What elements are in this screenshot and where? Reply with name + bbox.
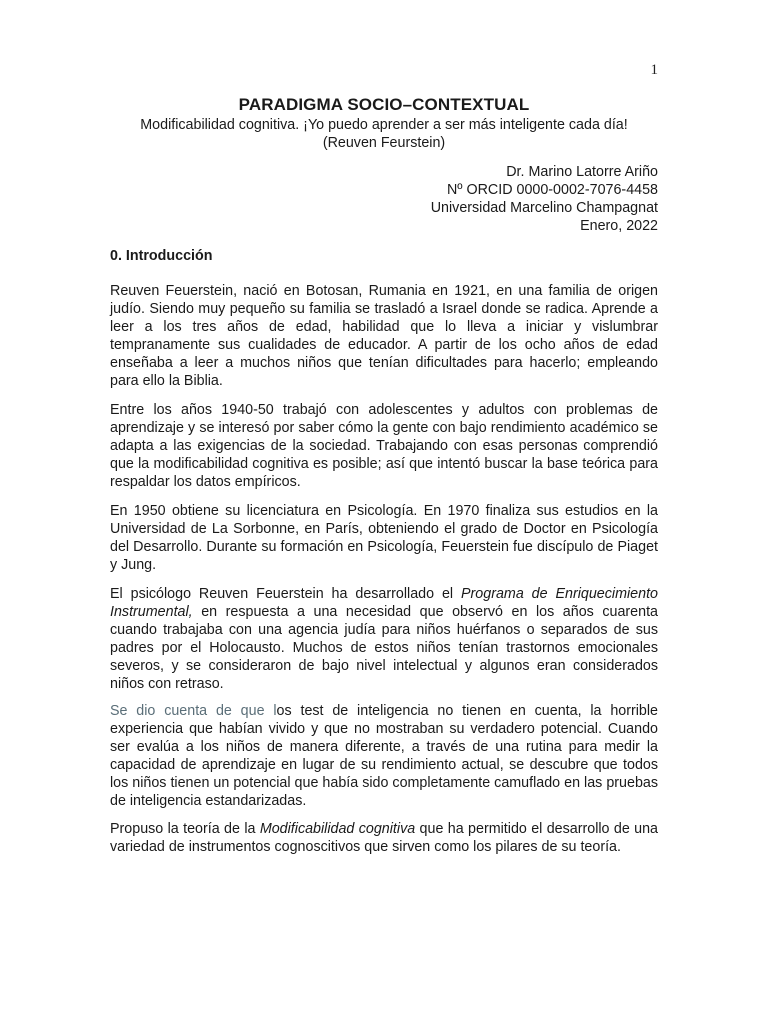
document-date: Enero, 2022 — [580, 218, 658, 234]
subtitle-attribution: (Reuven Feurstein) — [322, 135, 446, 151]
paragraph-5-text: os test de inteligencia no tienen en cuenta, la horrible experiencia que habían vivido y que no mostraban su verdadero potencial. Cuando ser evalúa a los niños de manera diferente, a través de una rutina para medir la capacidad de aprendizaje en lugar de su rendimiento actual, se descubre que todos los niños tienen un potencial que había sido completamente camuflado en las pruebas de inteligencia estandarizadas. — [110, 703, 658, 809]
theory-name-italic: Modificabilidad cognitiva — [259, 821, 416, 837]
paragraph-6 — [110, 820, 658, 856]
subtitle-quote: Modificabilidad cognitiva. ¡Yo puedo aprender a ser más inteligente cada día! — [140, 117, 628, 133]
paragraph-4-text-a: El psicólogo Reuven Feuerstein ha desarrollado el — [110, 586, 461, 602]
page-number: 1 — [650, 62, 658, 78]
document-title: PARADIGMA SOCIO–CONTEXTUAL — [238, 95, 530, 114]
paragraph-1: Reuven Feuerstein, nació en Botosan, Rumania en 1921, en una familia de origen judío. Siendo muy pequeño su familia se trasladó a Israel donde se radica. Aprende a leer a los tres años de edad, habilidad que lo lleva a iniciar y vislumbrar tempranamente sus cualidades de educador. A partir de los ocho años de edad enseñaba a leer a muchos niños que tenían dificultades para hacerlo; empleando para ello la Biblia. — [110, 283, 658, 389]
author-orcid: Nº ORCID 0000-0002-7076-4458 — [446, 182, 658, 198]
paragraph-6-text-a: Propuso la teoría de la — [110, 821, 260, 837]
paragraph-6-text-b: que ha permitido el desarrollo de una variedad de instrumentos cognoscitivos que sirven como los pilares de su teoría. — [110, 821, 658, 855]
author-name: Dr. Marino Latorre Ariño — [506, 164, 658, 180]
paragraph-4 — [110, 585, 658, 693]
author-block — [238, 163, 658, 235]
paragraph-4-text-b: en respuesta a una necesidad que observó en los años cuarenta cuando trabajaba con una agencia judía para niños huérfanos o separados de sus padres por el Holocausto. Muchos de estos niños tenían trastornos emocionales severos, y se consideraron de bajo nivel intelectual y algunos eran considerados niños con retraso. — [110, 604, 658, 692]
highlighted-text: Se dio cuenta de que l — [110, 703, 277, 719]
program-name-italic: Programa de Enriquecimiento Instrumental, — [110, 586, 658, 620]
paragraph-3: En 1950 obtiene su licenciatura en Psicología. En 1970 finaliza sus estudios en la Universidad de La Sorbonne, en París, obteniendo el grado de Doctor en Psicología del Desarrollo. Durante su formación en Psicología, Feuerstein fue discípulo de Piaget y Jung. — [110, 503, 658, 573]
author-university: Universidad Marcelino Champagnat — [430, 200, 658, 216]
section-heading-introduccion: 0. Introducción — [110, 248, 213, 264]
paragraph-2: Entre los años 1940-50 trabajó con adolescentes y adultos con problemas de aprendizaje y se interesó por saber cómo la gente con bajo rendimiento académico se adapta a las exigencias de la sociedad. Trabajando con esas personas comprendió que la modificabilidad cognitiva es posible; así que intentó buscar la base teórica para respaldar los datos empíricos. — [110, 402, 658, 490]
document-subtitle — [104, 116, 664, 152]
paragraph-5 — [110, 702, 658, 810]
